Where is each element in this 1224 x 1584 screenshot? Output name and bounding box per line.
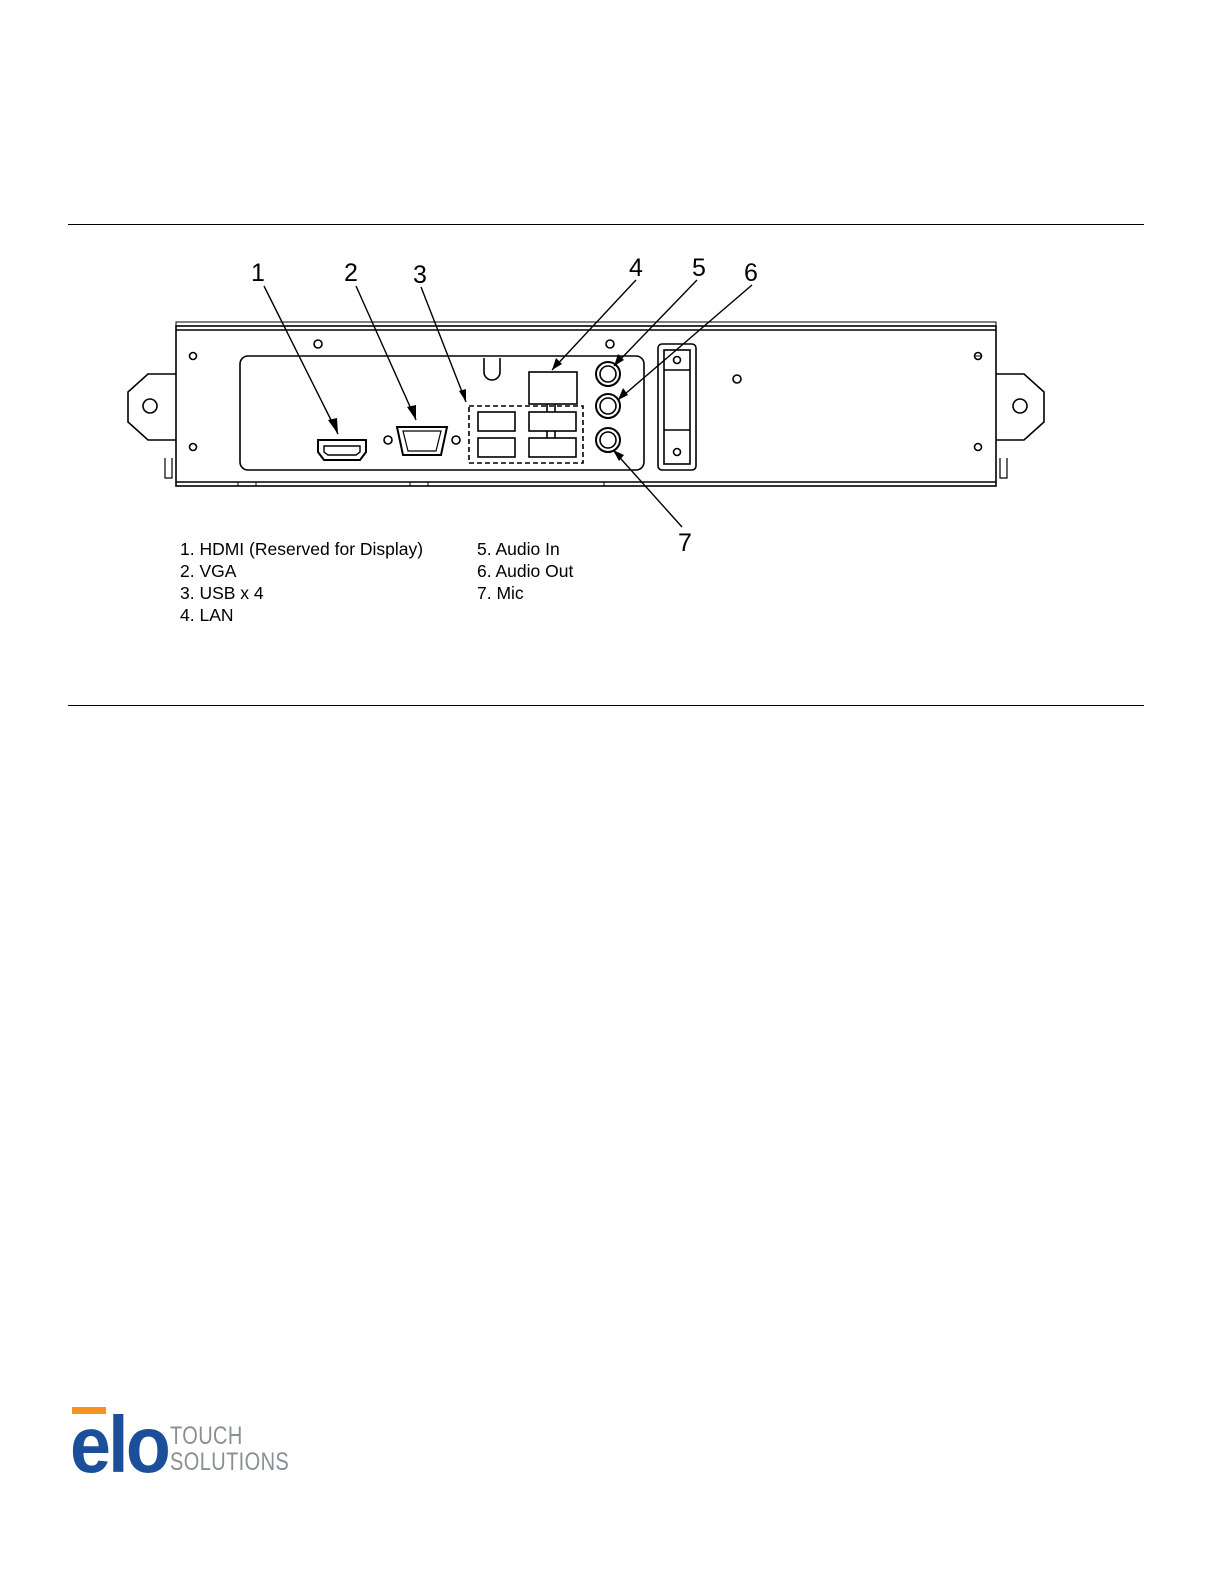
screw-hole [606,340,614,348]
usb-port [529,412,576,431]
logo-tagline-line1: TOUCH [170,1422,243,1450]
legend-item: 5. Audio In [477,539,560,559]
legend-item: 4. LAN [180,605,234,625]
screw-hole [314,340,322,348]
legend-item: 3. USB x 4 [180,583,264,603]
callout-7: 7 [678,529,692,557]
usb-group [469,406,583,463]
callout-4: 4 [629,254,643,282]
legend-left [180,538,423,626]
screw-hole [190,444,197,451]
lan-port [529,372,577,404]
left-mounting-ear [128,374,176,440]
right-mounting-ear [996,374,1044,440]
chassis-outline [176,326,996,486]
callout-5: 5 [692,254,706,282]
bottom-rule [68,705,1144,706]
callout-2: 2 [344,259,358,287]
callout-1: 1 [251,259,265,287]
leader-lines [264,280,752,527]
hook [484,358,500,380]
left-ear-hole [143,399,157,413]
callout-6: 6 [744,259,758,287]
legend-item: 2. VGA [180,561,237,581]
usb-port [478,438,515,457]
screw-hole [975,444,982,451]
usb-port [478,412,515,431]
legend-item: 7. Mic [477,583,524,603]
screw-hole [733,375,741,383]
legend-item: 6. Audio Out [477,561,574,581]
legend-right [477,538,573,604]
callout-3: 3 [413,261,427,289]
logo-tagline [170,1423,289,1475]
right-ear-hole [1013,399,1027,413]
screw-hole [190,353,197,360]
hdmi-port [318,440,366,460]
usb-port [529,438,576,457]
logo-tagline-line2: SOLUTIONS [170,1448,290,1476]
legend-item: 1. HDMI (Reserved for Display) [180,539,424,559]
logo-mark: elo [70,1400,169,1489]
